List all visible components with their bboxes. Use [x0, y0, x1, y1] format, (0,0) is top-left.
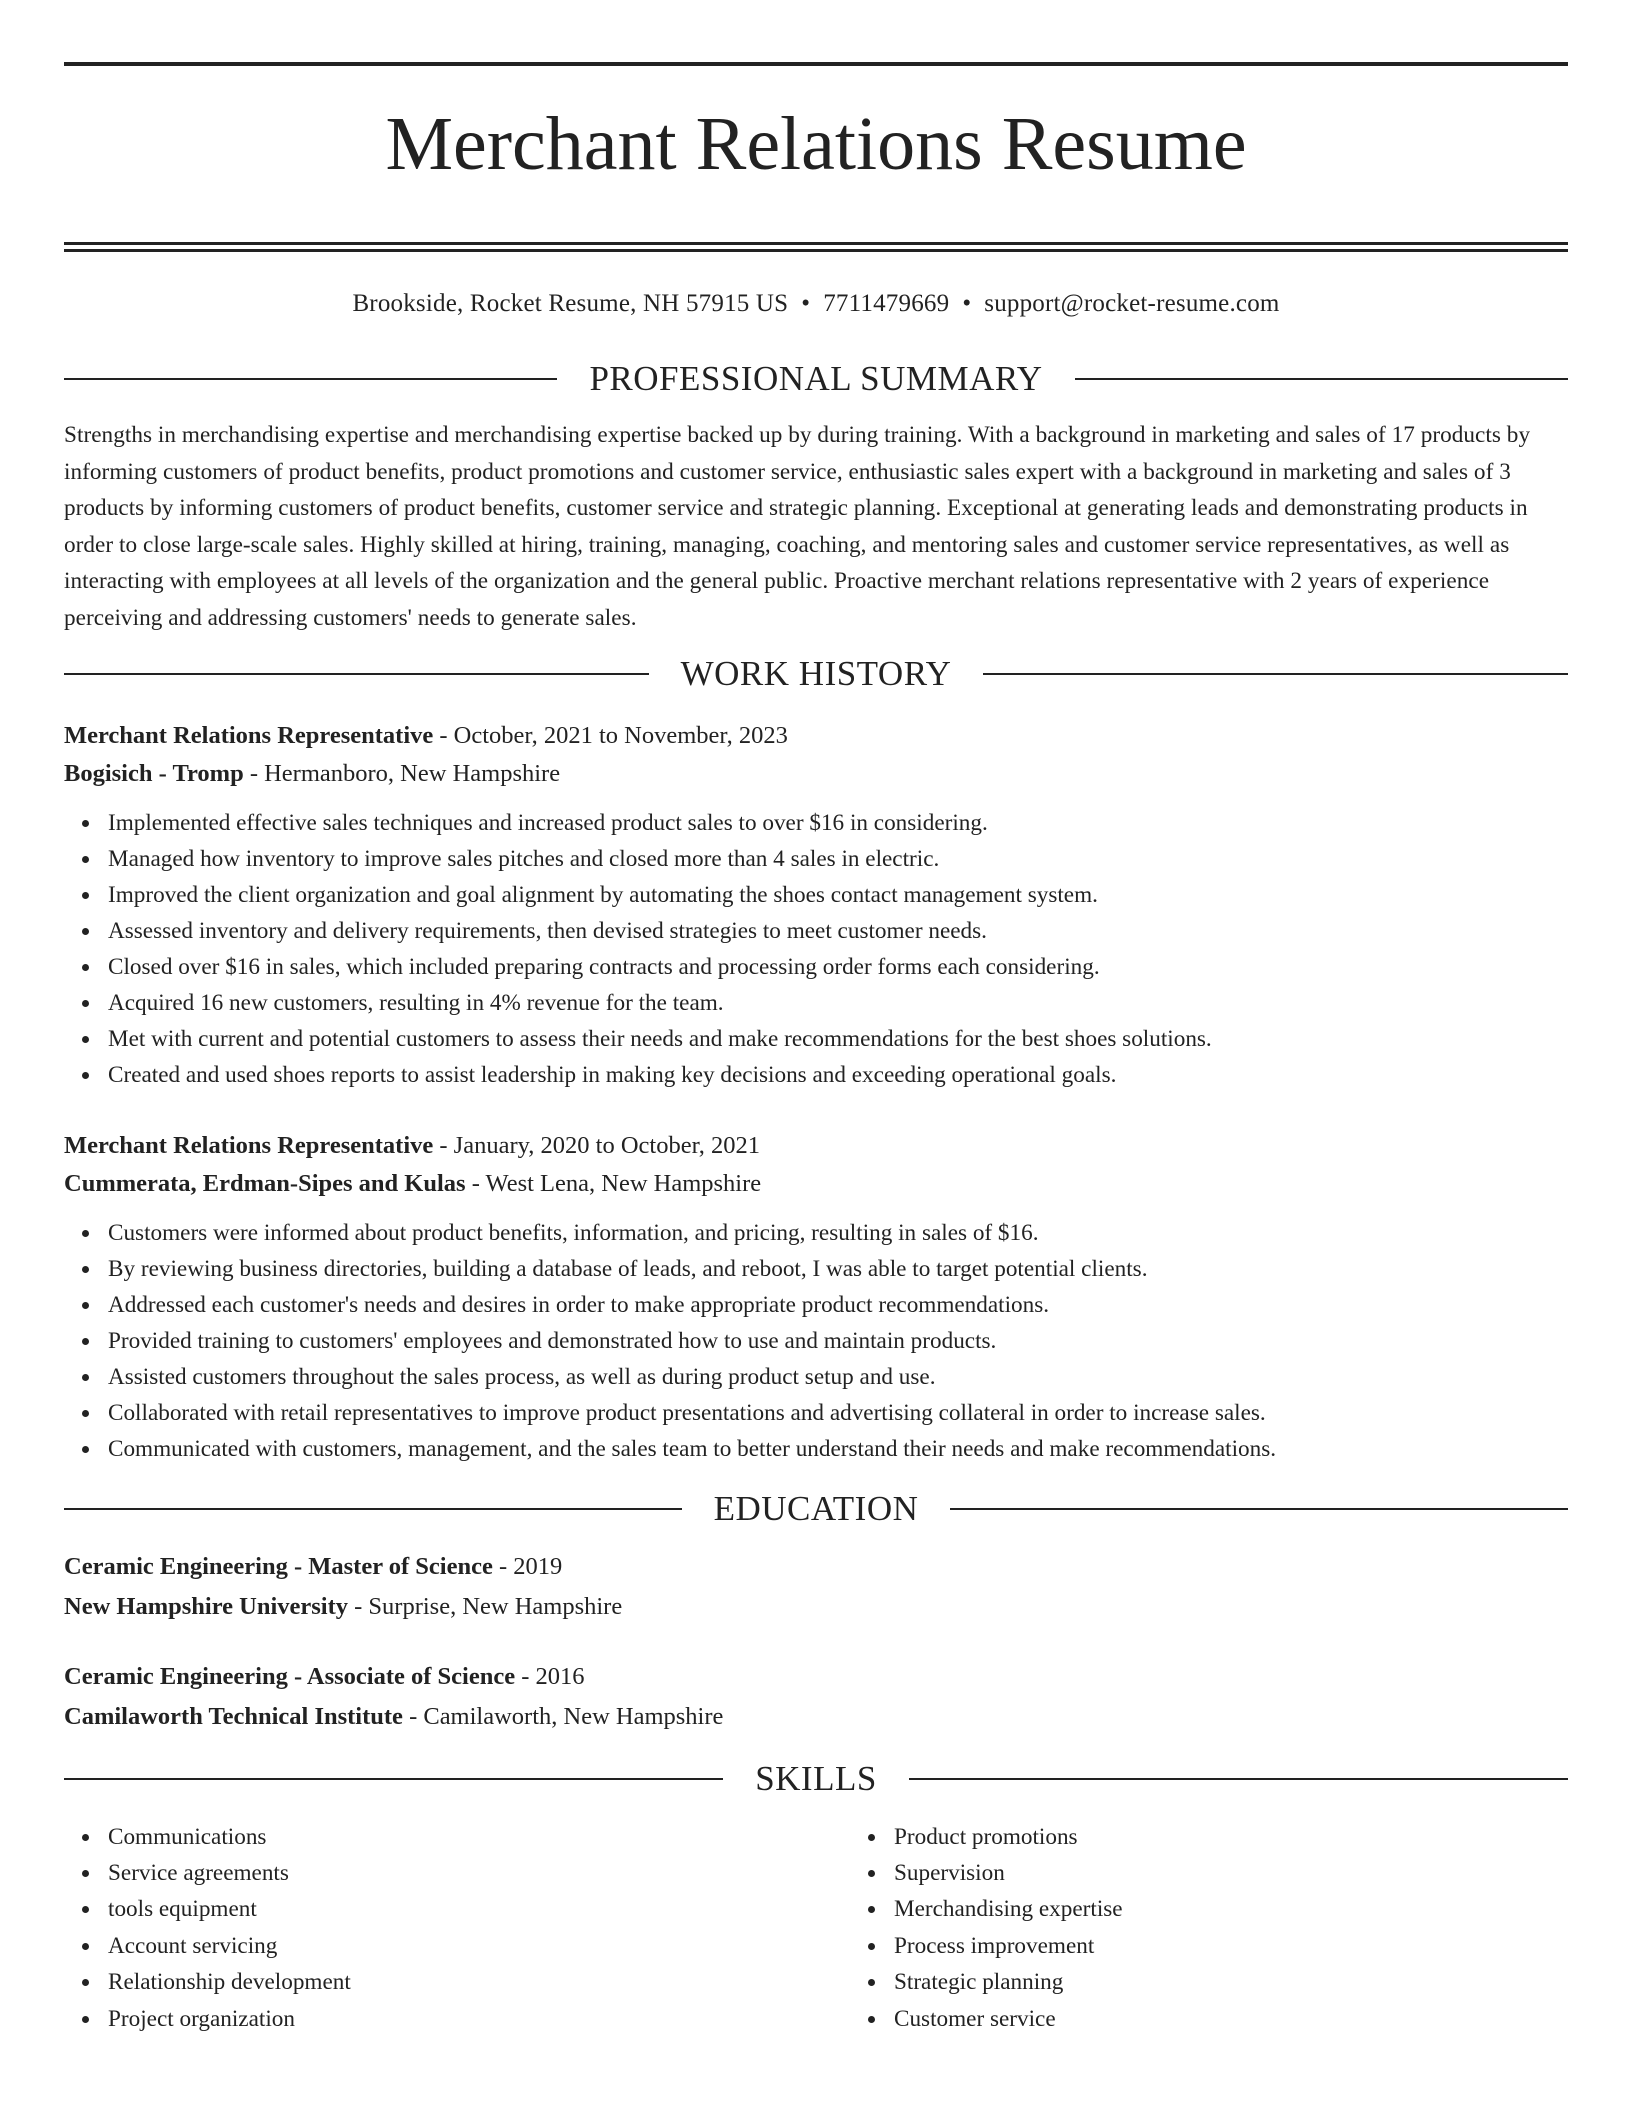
- job-bullets: [64, 1215, 1568, 1467]
- job-title: Merchant Relations Representative: [64, 1131, 434, 1159]
- job-bullet: By reviewing business directories, building a database of leads, and reboot, I was able to target potential clients.: [108, 1251, 1568, 1287]
- education-year: - 2016: [515, 1662, 585, 1690]
- job-title: Merchant Relations Representative: [64, 721, 434, 749]
- heading-rule: [1075, 378, 1568, 380]
- job-bullet: Provided training to customers' employees and demonstrated how to use and maintain products.: [108, 1323, 1568, 1359]
- contact-separator: •: [962, 290, 972, 317]
- heading-rule: [64, 1508, 682, 1510]
- contact-line: [64, 289, 1568, 319]
- skill-item: Merchandising expertise: [894, 1891, 1632, 1927]
- job-bullet: Assisted customers throughout the sales process, as well as during product setup and use.: [108, 1359, 1568, 1395]
- skill-item: Product promotions: [894, 1819, 1632, 1855]
- job-title-line: [64, 1127, 1568, 1165]
- education-degree-line: [64, 1657, 1568, 1697]
- education-location: - Camilaworth, New Hampshire: [402, 1702, 724, 1730]
- job-title-line: [64, 717, 1568, 755]
- job-location: - West Lena, New Hampshire: [465, 1169, 762, 1197]
- section-heading-work: [64, 654, 1568, 694]
- job-location: - Hermanboro, New Hampshire: [243, 759, 561, 787]
- education-degree-line: [64, 1547, 1568, 1587]
- job-bullet: Acquired 16 new customers, resulting in 4% revenue for the team.: [108, 985, 1568, 1021]
- summary-text: Strengths in merchandising expertise and merchandising expertise backed up by during training. With a background in marketing and sales of 17 products by informing customers of product benefits, product promotions and customer service, enthusiastic sales expert with a background in marketing and sales of 3 products by informing customers of product benefits, customer service and strategic planning. Exceptional at generating leads and demonstrating products in order to close large-scale sales. Highly skilled at hiring, training, managing, coaching, and mentoring sales and customer service representatives, as well as interacting with employees at all levels of the organization and the general public. Proactive merchant relations representative with 2 years of experience perceiving and addressing customers' needs to generate sales.: [64, 422, 1531, 631]
- job-bullet: Implemented effective sales techniques and increased product sales to over $16 in considering.: [108, 805, 1568, 841]
- section-title-summary: PROFESSIONAL SUMMARY: [589, 359, 1043, 398]
- education-degree: Ceramic Engineering - Master of Science: [64, 1552, 493, 1580]
- section-heading-skills: [64, 1759, 1568, 1799]
- job-bullets: [64, 805, 1568, 1093]
- job-bullet: Communicated with customers, management, and the sales team to better understand their needs and make recommendations.: [108, 1431, 1568, 1467]
- skills-list-right: [850, 1819, 1632, 2037]
- job-company: Bogisich - Tromp: [64, 759, 244, 787]
- education-location: - Surprise, New Hampshire: [348, 1592, 623, 1620]
- job-dates: - January, 2020 to October, 2021: [433, 1131, 760, 1159]
- skill-item: Strategic planning: [894, 1964, 1632, 2000]
- education-entry: [64, 1547, 1568, 1627]
- skills-columns: [64, 1819, 1568, 2037]
- job-company: Cummerata, Erdman-Sipes and Kulas: [64, 1169, 466, 1197]
- contact-separator: •: [801, 290, 811, 317]
- education-year: - 2019: [492, 1552, 563, 1580]
- skill-item: Supervision: [894, 1855, 1632, 1891]
- job-entry: [64, 717, 1568, 1093]
- section-heading-summary: [64, 359, 1568, 399]
- heading-rule: [64, 378, 557, 380]
- section-title-work: WORK HISTORY: [680, 653, 952, 693]
- education-school-line: [64, 1697, 1568, 1737]
- job-company-line: [64, 755, 1568, 793]
- skill-item: Service agreements: [108, 1855, 850, 1891]
- contact-address: Brookside, Rocket Resume, NH 57915 US: [352, 290, 789, 317]
- section-title-education: EDUCATION: [713, 1488, 919, 1528]
- job-dates: - October, 2021 to November, 2023: [433, 721, 788, 749]
- job-bullet: Improved the client organization and goal alignment by automating the shoes contact management system.: [108, 877, 1568, 913]
- job-bullet: Created and used shoes reports to assist leadership in making key decisions and exceeding operational goals.: [108, 1057, 1568, 1093]
- education-school: Camilaworth Technical Institute: [64, 1702, 403, 1730]
- job-bullet: Customers were informed about product benefits, information, and pricing, resulting in sales of $16.: [108, 1215, 1568, 1251]
- job-bullet: Collaborated with retail representatives to improve product presentations and advertising collateral in order to increase sales.: [108, 1395, 1568, 1431]
- job-bullet: Addressed each customer's needs and desires in order to make appropriate product recommendations.: [108, 1287, 1568, 1323]
- heading-rule: [909, 1778, 1568, 1780]
- education-school: New Hampshire University: [64, 1592, 348, 1620]
- skills-list-left: [64, 1819, 850, 2037]
- heading-rule: [64, 673, 649, 675]
- skill-item: Customer service: [894, 2001, 1632, 2037]
- heading-rule: [950, 1508, 1568, 1510]
- skill-item: Project organization: [108, 2001, 850, 2037]
- heading-rule: [983, 673, 1568, 675]
- skill-item: Relationship development: [108, 1964, 850, 2000]
- heading-rule: [64, 1778, 723, 1780]
- top-rule: [64, 62, 1568, 66]
- job-bullet: Assessed inventory and delivery requirements, then devised strategies to meet customer needs.: [108, 913, 1568, 949]
- job-bullet: Managed how inventory to improve sales pitches and closed more than 4 sales in electric.: [108, 841, 1568, 877]
- education-degree: Ceramic Engineering - Associate of Science: [64, 1662, 516, 1690]
- education-school-line: [64, 1587, 1568, 1627]
- education-entry: [64, 1657, 1568, 1737]
- job-bullet: Closed over $16 in sales, which included preparing contracts and processing order forms each considering.: [108, 949, 1568, 985]
- contact-phone: 7711479669: [823, 290, 950, 317]
- skill-item: tools equipment: [108, 1891, 850, 1927]
- job-entry: [64, 1127, 1568, 1467]
- job-company-line: [64, 1165, 1568, 1203]
- skill-item: Communications: [108, 1819, 850, 1855]
- section-heading-education: [64, 1489, 1568, 1529]
- title-double-rule: [64, 242, 1568, 252]
- skill-item: Account servicing: [108, 1928, 850, 1964]
- job-bullet: Met with current and potential customers to assess their needs and make recommendations for the best shoes solutions.: [108, 1021, 1568, 1057]
- contact-email[interactable]: support@rocket-resume.com: [984, 290, 1280, 317]
- section-title-skills: SKILLS: [755, 1758, 877, 1798]
- skill-item: Process improvement: [894, 1928, 1632, 1964]
- page-title: Merchant Relations Resume: [385, 102, 1247, 186]
